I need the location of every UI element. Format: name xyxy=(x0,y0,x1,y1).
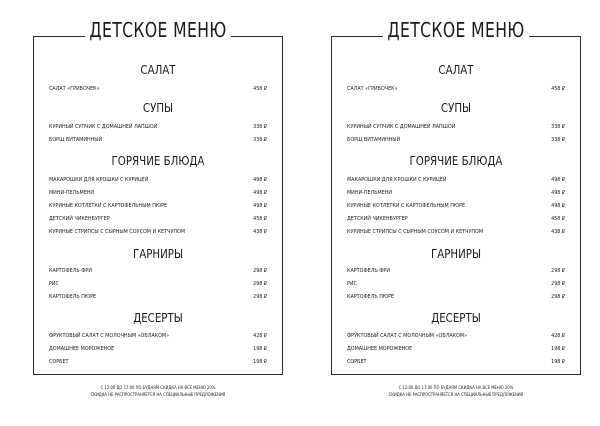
menu-item xyxy=(347,357,565,367)
menu-item xyxy=(347,135,565,145)
menu-page-right xyxy=(331,18,581,375)
item-price: 498 ₽ xyxy=(551,177,565,183)
item-name: КАРТОФЕЛЬ ФРИ xyxy=(347,268,390,274)
item-name: КУРИНЫЙ СУПЧИК С ДОМАШНЕЙ ЛАПШОЙ xyxy=(49,124,158,130)
item-name: МАКАРОШКИ ДЛЯ КРОШКИ С КУРИЦЕЙ xyxy=(347,177,447,183)
section-title-soups: СУПЫ xyxy=(440,100,472,115)
section-title-sides: ГАРНИРЫ xyxy=(430,246,482,261)
menu-item xyxy=(347,84,565,94)
item-price: 198 ₽ xyxy=(253,346,267,352)
menu-item xyxy=(49,331,267,341)
menu-footer-left xyxy=(33,384,283,398)
item-name: БОРЩ ВИТАМИННЫЙ xyxy=(347,137,401,143)
item-name: ДОМАШНЕЕ МОРОЖЕНОЕ xyxy=(347,346,413,352)
menu-item xyxy=(347,122,565,132)
item-price: 198 ₽ xyxy=(551,359,565,365)
item-name: КУРИНЫЕ КОТЛЕТКИ С КАРТОФЕЛЬНЫМ ПЮРЕ xyxy=(49,203,168,209)
item-price: 198 ₽ xyxy=(253,359,267,365)
menu-item xyxy=(49,122,267,132)
item-price: 298 ₽ xyxy=(551,268,565,274)
item-name: КУРИНЫЕ КОТЛЕТКИ С КАРТОФЕЛЬНЫМ ПЮРЕ xyxy=(347,203,466,209)
menu-item xyxy=(347,279,565,289)
item-price: 338 ₽ xyxy=(551,124,565,130)
item-price: 498 ₽ xyxy=(253,203,267,209)
item-name: КАРТОФЕЛЬ ПЮРЕ xyxy=(49,294,97,300)
section-title-salad: САЛАТ xyxy=(438,62,474,77)
menu-item xyxy=(49,84,267,94)
item-name: ДЕТСКИЙ ЧИКЕНБУРГЕР xyxy=(49,216,110,222)
footer-note-line: СКИДКА НЕ РАСПРОСТРАНЯЕТСЯ НА СПЕЦИАЛЬНЫЕ ПРЕДЛОЖЕНИЯ xyxy=(90,392,226,397)
item-name: КУРИНЫЕ СТРИПСЫ С СЫРНЫМ СОУСОМ И КЕТЧУПОМ xyxy=(49,229,186,235)
menu-item xyxy=(347,227,565,237)
menu-item xyxy=(49,279,267,289)
item-price: 438 ₽ xyxy=(253,229,267,235)
section-title-soups: СУПЫ xyxy=(142,100,174,115)
item-name: РИС xyxy=(347,281,357,287)
item-name: МИНИ-ПЕЛЬМЕНИ xyxy=(347,190,393,196)
item-name: ФРУКТОВЫЙ САЛАТ С МОЛОЧНЫМ «ОБЛАКОМ» xyxy=(347,333,468,339)
item-price: 458 ₽ xyxy=(253,216,267,222)
menu-item xyxy=(49,175,267,185)
footer-discount-line: С 12:00 ДО 17:00 ПО БУДНЯМ СКИДКА НА ВСЕ МЕНЮ 20% xyxy=(100,385,216,390)
item-name: САЛАТ «ГРИБОЧЕК» xyxy=(49,86,100,92)
item-name: СОРБЕТ xyxy=(347,359,367,365)
menu-item xyxy=(347,344,565,354)
menu-item xyxy=(49,266,267,276)
menu-item xyxy=(49,292,267,302)
item-price: 298 ₽ xyxy=(551,294,565,300)
section-title-sides: ГАРНИРЫ xyxy=(132,246,184,261)
footer-note-line: СКИДКА НЕ РАСПРОСТРАНЯЕТСЯ НА СПЕЦИАЛЬНЫЕ ПРЕДЛОЖЕНИЯ xyxy=(388,392,524,397)
menu-item xyxy=(49,227,267,237)
footer-discount-line: С 12:00 ДО 17:00 ПО БУДНЯМ СКИДКА НА ВСЕ МЕНЮ 20% xyxy=(398,385,514,390)
item-price: 298 ₽ xyxy=(551,281,565,287)
menu-item xyxy=(49,201,267,211)
menu-item xyxy=(347,175,565,185)
item-price: 498 ₽ xyxy=(253,190,267,196)
item-price: 498 ₽ xyxy=(551,203,565,209)
item-price: 298 ₽ xyxy=(253,281,267,287)
menu-item xyxy=(347,266,565,276)
menu-page-left xyxy=(33,18,283,375)
menu-item xyxy=(347,214,565,224)
item-name: КАРТОФЕЛЬ ПЮРЕ xyxy=(347,294,395,300)
menu-item xyxy=(49,188,267,198)
menu-item xyxy=(347,292,565,302)
item-price: 458 ₽ xyxy=(253,86,267,92)
item-price: 198 ₽ xyxy=(551,346,565,352)
menu-item xyxy=(347,331,565,341)
item-price: 438 ₽ xyxy=(551,229,565,235)
item-name: КУРИНЫЙ СУПЧИК С ДОМАШНЕЙ ЛАПШОЙ xyxy=(347,124,456,130)
item-price: 298 ₽ xyxy=(253,268,267,274)
menu-title: ДЕТСКОЕ МЕНЮ xyxy=(89,18,227,42)
item-price: 338 ₽ xyxy=(253,137,267,143)
menu-footer-right xyxy=(331,384,581,398)
item-price: 428 ₽ xyxy=(253,333,267,339)
menu-item xyxy=(49,135,267,145)
item-name: КАРТОФЕЛЬ ФРИ xyxy=(49,268,92,274)
item-price: 428 ₽ xyxy=(551,333,565,339)
item-name: МИНИ-ПЕЛЬМЕНИ xyxy=(49,190,95,196)
section-title-desserts: ДЕСЕРТЫ xyxy=(133,310,183,325)
menu-item xyxy=(347,201,565,211)
section-title-salad: САЛАТ xyxy=(140,62,176,77)
menu-item xyxy=(49,344,267,354)
section-title-hot-dishes: ГОРЯЧИЕ БЛЮДА xyxy=(409,153,503,168)
item-name: ДОМАШНЕЕ МОРОЖЕНОЕ xyxy=(49,346,115,352)
item-name: СОРБЕТ xyxy=(49,359,69,365)
item-price: 498 ₽ xyxy=(253,177,267,183)
item-name: ФРУКТОВЫЙ САЛАТ С МОЛОЧНЫМ «ОБЛАКОМ» xyxy=(49,333,170,339)
item-price: 498 ₽ xyxy=(551,190,565,196)
menu-item xyxy=(347,188,565,198)
section-title-desserts: ДЕСЕРТЫ xyxy=(431,310,481,325)
item-price: 458 ₽ xyxy=(551,86,565,92)
section-title-hot-dishes: ГОРЯЧИЕ БЛЮДА xyxy=(111,153,205,168)
menu-title: ДЕТСКОЕ МЕНЮ xyxy=(387,18,525,42)
item-name: ДЕТСКИЙ ЧИКЕНБУРГЕР xyxy=(347,216,408,222)
item-name: КУРИНЫЕ СТРИПСЫ С СЫРНЫМ СОУСОМ И КЕТЧУПОМ xyxy=(347,229,484,235)
menu-item xyxy=(49,357,267,367)
item-price: 458 ₽ xyxy=(551,216,565,222)
item-price: 298 ₽ xyxy=(253,294,267,300)
item-price: 338 ₽ xyxy=(551,137,565,143)
item-price: 338 ₽ xyxy=(253,124,267,130)
item-name: САЛАТ «ГРИБОЧЕК» xyxy=(347,86,398,92)
menu-item xyxy=(49,214,267,224)
item-name: БОРЩ ВИТАМИННЫЙ xyxy=(49,137,103,143)
item-name: МАКАРОШКИ ДЛЯ КРОШКИ С КУРИЦЕЙ xyxy=(49,177,149,183)
item-name: РИС xyxy=(49,281,59,287)
